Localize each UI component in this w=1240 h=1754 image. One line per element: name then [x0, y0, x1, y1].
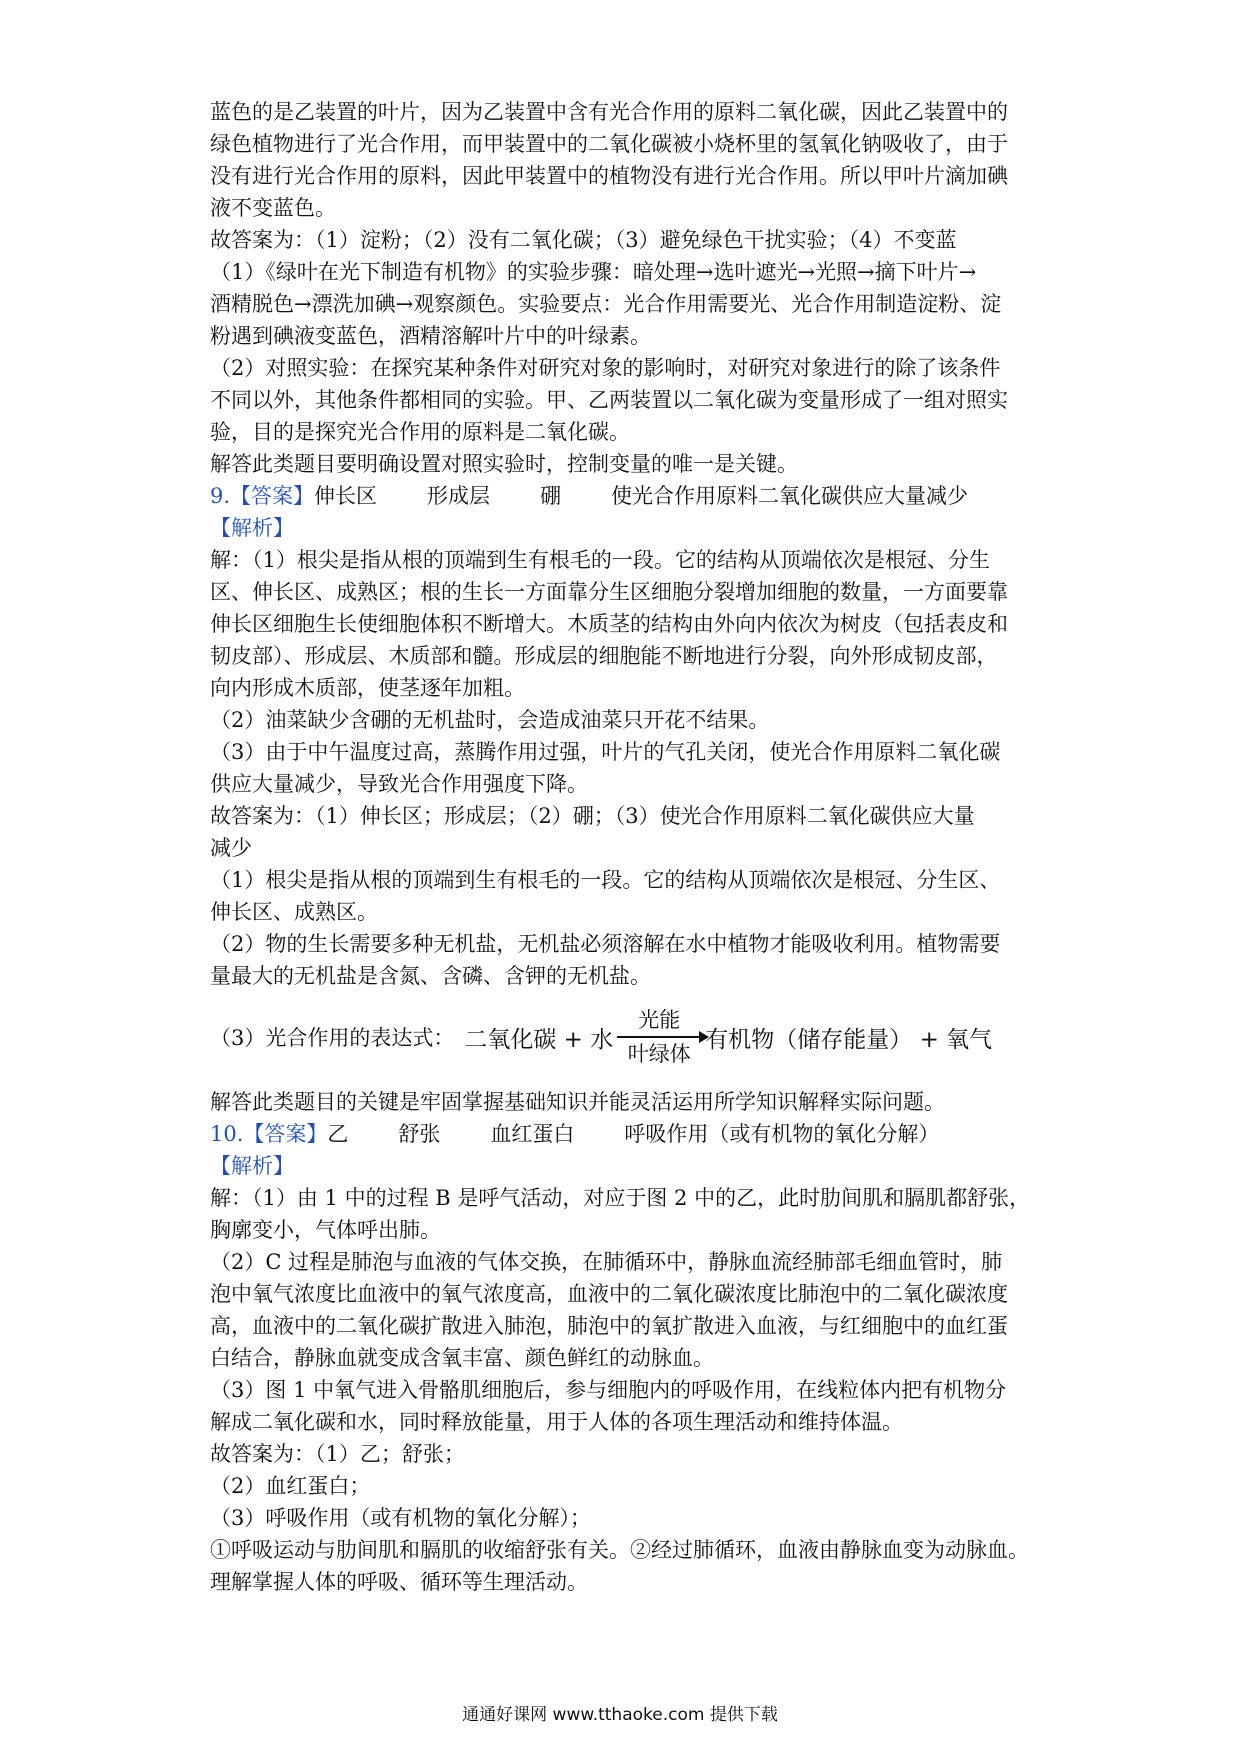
text-line: 白结合，静脉血就变成含氧丰富、颜色鲜红的动脉血。 [210, 1346, 714, 1370]
q10-answer-tag: 【答案】 [243, 1122, 328, 1146]
section-q10-analysis [210, 1182, 1040, 1598]
text-line: （2）C 过程是肺泡与血液的气体交换，在肺循环中，静脉血流经肺部毛细血管时，肺 [210, 1250, 1003, 1274]
text-line: 酒精脱色→漂洗加碘→观察颜色。实验要点：光合作用需要光、光合作用制造淀粉、淀 [210, 292, 1002, 316]
text-line: 量最大的无机盐是含氮、含磷、含钾的无机盐。 [210, 964, 651, 988]
text-line: 减少 [210, 836, 252, 860]
q9-answer-tag: 【答案】 [230, 484, 315, 508]
text-line: 故答案为：（1）伸长区；形成层；（2）硼；（3）使光合作用原料二氧化碳供应大量 [210, 804, 975, 828]
text-line: 胸廓变小，气体呼出肺。 [210, 1218, 441, 1242]
text-line: （3）图 1 中氧气进入骨骼肌细胞后，参与细胞内的呼吸作用，在线粒体内把有机物分 [210, 1378, 1007, 1402]
text-line: 伸长区细胞生长使细胞体积不断增大。木质茎的结构由外向内依次为树皮（包括表皮和 [210, 612, 1008, 636]
text-line: 韧皮部）、形成层、木质部和髓。形成层的细胞能不断地进行分裂，向外形成韧皮部， [210, 644, 998, 668]
text-line: 理解掌握人体的呼吸、循环等生理活动。 [210, 1570, 588, 1594]
text-line: （3）呼吸作用（或有机物的氧化分解）； [210, 1506, 591, 1530]
text-line: （2）对照实验：在探究某种条件对研究对象的影响时，对研究对象进行的除了该条件 [210, 356, 1001, 380]
text-line: 伸长区、成熟区。 [210, 900, 378, 924]
q9-answer-2: 形成层 [427, 484, 491, 508]
text-line: 供应大量减少，导致光合作用强度下降。 [210, 772, 588, 796]
text-line: 故答案为：（1）淀粉；（2）没有二氧化碳；（3）避免绿色干扰实验；（4）不变蓝 [210, 228, 957, 252]
q9-analysis-tag: 【解析】 [210, 516, 294, 540]
q10-number: 10. [210, 1122, 244, 1146]
text-line: （2）物的生长需要多种无机盐，无机盐必须溶解在水中植物才能吸收利用。植物需要 [210, 932, 1001, 956]
q9-answer-line [210, 480, 1040, 512]
q10-answer-3: 血红蛋白 [490, 1122, 575, 1146]
text-line: 向内形成木质部，使茎逐年加粗。 [210, 676, 525, 700]
text-line: 蓝色的是乙装置的叶片，因为乙装置中含有光合作用的原料二氧化碳，因此乙装置中的 [210, 100, 1008, 124]
q9-answer-3: 硼 [540, 484, 562, 508]
text-line: ①呼吸运动与肋间肌和膈肌的收缩舒张有关。②经过肺循环，血液由静脉血变为动脉血。 [210, 1538, 1029, 1562]
text-line: 解：（1）由 1 中的过程 B 是呼气活动，对应于图 2 中的乙，此时肋间肌和膈肌都舒张， [210, 1186, 1031, 1210]
text-line: 区、伸长区、成熟区；根的生长一方面靠分生区细胞分裂增加细胞的数量，一方面要靠 [210, 580, 1008, 604]
q10-answer-2: 舒张 [398, 1122, 441, 1146]
text-line: 没有进行光合作用的原料，因此甲装置中的植物没有进行光合作用。所以甲叶片滴加碘 [210, 164, 1008, 188]
text-line: （3）由于中午温度过高，蒸腾作用过强，叶片的气孔关闭，使光合作用原料二氧化碳 [210, 740, 1001, 764]
text-line: 高，血液中的二氧化碳扩散进入肺泡，肺泡中的氧扩散进入血液，与红细胞中的血红蛋 [210, 1314, 1008, 1338]
reaction-arrow [615, 1002, 703, 1072]
text-line: 解：（1）根尖是指从根的顶端到生有根毛的一段。它的结构从顶端依次是根冠、分生 [210, 548, 990, 572]
condition-light: 光能 [638, 1008, 681, 1032]
photosynthesis-formula [210, 998, 1040, 1076]
text-line: 故答案为：（1）乙；舒张； [210, 1442, 465, 1466]
formula-reactants: 二氧化碳 + 水 [464, 1026, 614, 1053]
text-line: 绿色植物进行了光合作用，而甲装置中的二氧化碳被小烧杯里的氢氧化钠吸收了，由于 [210, 132, 1008, 156]
q10-answer-line [210, 1118, 1040, 1150]
text-line: 验，目的是探究光合作用的原料是二氧化碳。 [210, 420, 630, 444]
text-line: 粉遇到碘液变蓝色，酒精溶解叶片中的叶绿素。 [210, 324, 651, 348]
section-q8-analysis [210, 96, 1040, 480]
condition-chloroplast: 叶绿体 [627, 1042, 691, 1066]
text-line: （1）《绿叶在光下制造有机物》的实验步骤：暗处理→选叶遮光→光照→摘下叶片→ [210, 260, 977, 284]
q9-closing: 解答此类题目的关键是牢固掌握基础知识并能灵活运用所学知识解释实际问题。 [210, 1090, 945, 1114]
text-line: 解答此类题目要明确设置对照实验时，控制变量的唯一是关键。 [210, 452, 798, 476]
q10-analysis-tag: 【解析】 [210, 1154, 294, 1178]
q10-answer-1: 乙 [327, 1122, 349, 1146]
formula-products: 有机物（储存能量） + 氧气 [705, 1026, 993, 1053]
section-q9-analysis [210, 544, 1040, 992]
q10-answer-4: 呼吸作用（或有机物的氧化分解） [624, 1122, 940, 1146]
q9-number: 9. [210, 484, 231, 508]
formula-prefix: （3）光合作用的表达式： [210, 1026, 455, 1050]
text-line: 解成二氧化碳和水，同时释放能量，用于人体的各项生理活动和维持体温。 [210, 1410, 903, 1434]
text-line: （1）根尖是指从根的顶端到生有根毛的一段。它的结构从顶端依次是根冠、分生区、 [210, 868, 1001, 892]
text-line: 泡中氧气浓度比血液中的氧气浓度高，血液中的二氧化碳浓度比肺泡中的二氧化碳浓度 [210, 1282, 1008, 1306]
text-line: 不同以外，其他条件都相同的实验。甲、乙两装置以二氧化碳为变量形成了一组对照实 [210, 388, 1008, 412]
q9-answer-4: 使光合作用原料二氧化碳供应大量减少 [611, 484, 969, 508]
arrow-icon [617, 1036, 701, 1038]
text-line: （2）血红蛋白； [210, 1474, 371, 1498]
q9-answer-1: 伸长区 [314, 484, 378, 508]
text-line: 液不变蓝色。 [210, 196, 336, 220]
page-footer: 通通好课网 www.tthaoke.com 提供下载 [462, 1705, 778, 1725]
document-body [210, 96, 1040, 1598]
text-line: （2）油菜缺少含硼的无机盐时，会造成油菜只开花不结果。 [210, 708, 770, 732]
